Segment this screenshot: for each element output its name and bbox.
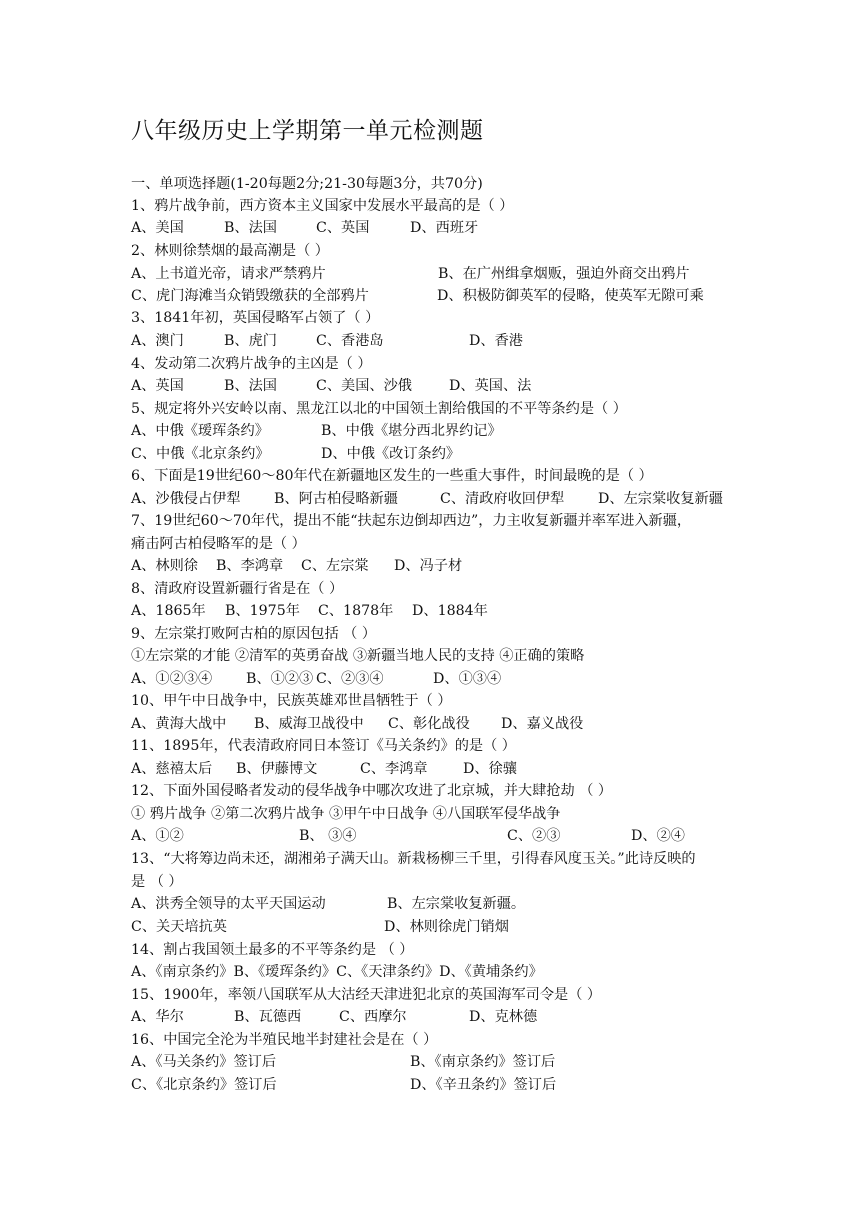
answer-option: A、黄海大战中 [131,716,227,732]
line-text: 6、下面是19世纪60～80年代在新疆地区发生的一些重大事件，时间最晚的是（ ） [131,468,653,484]
line-text: 15、1900年，率领八国联军从大沽经天津进犯北京的英国海军司令是（ ） [131,987,602,1003]
answer-option: A、美国 [131,220,184,236]
page-title: 八年级历史上学期第一单元检测题 [131,118,484,144]
line-text: 是 （ ） [131,874,183,890]
answer-option: B、虎门 [224,333,277,349]
answer-option: B、《南京条约》签订后 [410,1054,556,1070]
line-text: 8、清政府设置新疆行省是在（ ） [131,581,344,597]
answer-option: B、威海卫战役中 [254,716,364,732]
answer-option: C、英国 [316,220,370,236]
answer-option: A、中俄《瑷珲条约》 [131,423,269,439]
answer-option: C、1878年 [318,603,394,619]
line-text: 10、甲午中日战争中，民族英雄邓世昌牺牲于（ ） [131,693,452,709]
line-text: A、《南京条约》B、《瑷珲条约》C、《天津条约》D、《黄埔条约》 [131,964,543,980]
line-text: 5、规定将外兴安岭以南、黑龙江以北的中国领土割给俄国的不平等条约是（ ） [131,401,627,417]
answer-option: C、中俄《北京条约》 [131,446,270,462]
answer-option: D、西班牙 [410,220,479,236]
answer-option: A、华尔 [131,1009,184,1025]
answer-option: C、关天培抗英 [131,919,227,935]
answer-option: B、左宗棠收复新疆。 [387,896,526,912]
line-text: 4、发动第二次鸦片战争的主凶是（ ） [131,356,372,372]
answer-option: A、沙俄侵占伊犁 [131,491,241,507]
line-text: 11、1895年，代表清政府同日本签订《马关条约》的是（ ） [131,738,516,754]
answer-option: A、慈禧太后 [131,761,213,777]
answer-option: C、西摩尔 [339,1009,407,1025]
answer-option: B、在广州缉拿烟贩，强迫外商交出鸦片 [438,266,690,282]
answer-option: C、②③ [507,828,561,844]
answer-option: D、香港 [469,333,523,349]
line-text: 14、割占我国领土最多的不平等条约是 （ ） [131,942,414,958]
answer-option: C、《北京条约》签订后 [131,1077,277,1093]
answer-option: D、《辛丑条约》签订后 [410,1077,557,1093]
line-text: 16、中国完全沦为半殖民地半封建社会是在（ ） [131,1032,438,1048]
answer-option: B、1975年 [225,603,300,619]
answer-option: D、冯子材 [394,558,463,574]
line-text: 12、下面外国侵略者发动的侵华战争中哪次攻进了北京城，并大肆抢劫 （ ） [131,783,613,799]
answer-option: D、林则徐虎门销烟 [384,919,509,935]
answer-option: C、彰化战役 [388,716,470,732]
answer-option: A、上书道光帝，请求严禁鸦片 [131,266,326,282]
answer-option: C、美国、沙俄 [316,378,412,394]
answer-option: A、《马关条约》签订后 [131,1054,277,1070]
answer-option: D、嘉义战役 [501,716,584,732]
answer-option: A、林则徐 [131,558,198,574]
answer-option: C、左宗棠 [301,558,369,574]
answer-option: C、虎门海滩当众销毁缴获的全部鸦片 [131,288,369,304]
answer-option: D、徐骧 [463,761,517,777]
line-text: 9、左宗棠打败阿古柏的原因包括 （ ） [131,626,377,642]
answer-option: C、清政府收回伊犁 [440,491,565,507]
answer-option: D、左宗棠收复新疆 [598,491,723,507]
answer-option: C、②③④ [316,671,384,687]
answer-option: B、瓦德西 [234,1009,302,1025]
answer-option: A、英国 [131,378,184,394]
line-text: 痛击阿古柏侵略军的是（ ） [131,536,306,552]
line-text: 1、鸦片战争前，西方资本主义国家中发展水平最高的是（ ） [131,198,514,214]
answer-option: B、 ③④ [299,828,357,844]
answer-option: A、①②③④ [131,671,213,687]
answer-option: D、②④ [631,828,685,844]
line-text: 13、“大将筹边尚未还，湖湘弟子满天山。新栽杨柳三千里，引得春风度玉关。”此诗反映的 [131,851,696,867]
answer-option: D、积极防御英军的侵略，使英军无隙可乘 [437,288,704,304]
answer-option: D、克林德 [469,1009,538,1025]
line-text: 7、19世纪60～70年代，提出不能“扶起东边倒却西边”，力主收复新疆并率军进入新疆， [131,513,692,529]
answer-option: D、英国、法 [449,378,532,394]
answer-option: B、①②③ [246,671,314,687]
line-text: 3、1841年初，英国侵略军占领了（ ） [131,310,380,326]
answer-option: B、法国 [224,220,277,236]
answer-option: A、①② [131,828,184,844]
answer-option: D、中俄《改订条约》 [321,446,461,462]
answer-option: D、①③④ [433,671,502,687]
line-text: ①左宗棠的才能 ②清军的英勇奋战 ③新疆当地人民的支持 ④正确的策略 [131,648,585,664]
answer-option: B、中俄《堪分西北界约记》 [321,423,502,439]
answer-option: A、1865年 [131,603,206,619]
answer-option: C、李鸿章 [360,761,428,777]
line-text: 2、林则徐禁烟的最高潮是（ ） [131,243,329,259]
answer-option: B、李鸿章 [216,558,284,574]
line-text: ① 鸦片战争 ②第二次鸦片战争 ③甲午中日战争 ④八国联军侵华战争 [131,806,561,822]
answer-option: B、伊藤博文 [236,761,318,777]
answer-option: A、洪秀全领导的太平天国运动 [131,896,326,912]
answer-option: C、香港岛 [316,333,384,349]
answer-option: B、法国 [224,378,277,394]
answer-option: A、澳门 [131,333,184,349]
line-text: 一、单项选择题(1-20每题2分;21-30每题3分，共70分) [131,176,483,192]
answer-option: B、阿古柏侵略新疆 [274,491,398,507]
answer-option: D、1884年 [412,603,488,619]
